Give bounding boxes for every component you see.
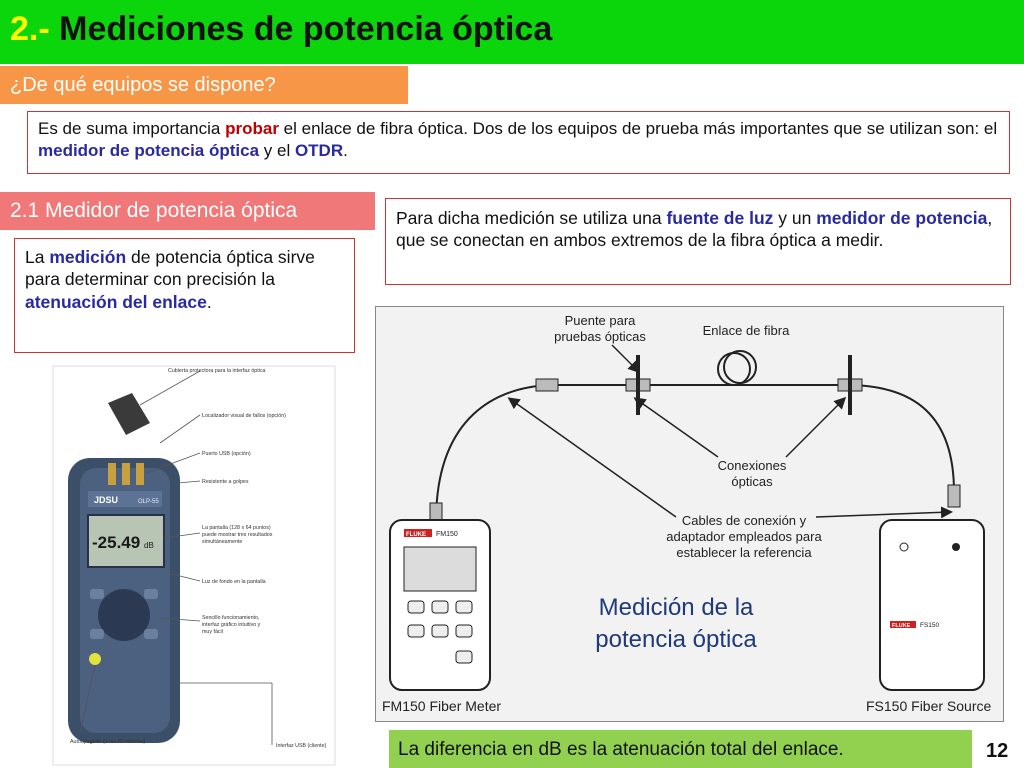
source-output-icon [952,543,960,551]
right-highlight-fuente: fuente de luz [666,208,774,228]
right-text: y un [773,208,817,228]
title-number: 2.- [10,10,50,48]
question-text: ¿De qué equipos se dispone? [10,74,276,96]
left-textbox [14,238,355,353]
fiber-coil [718,353,750,385]
label-cables: establecer la referencia [676,545,812,560]
screen-reading: -25.49 [92,533,141,552]
device-brand: JDSU [94,495,119,505]
callout-text: Luz de fondo en la pantalla [202,579,266,585]
left-highlight-atenuacion: atenuación del enlace [25,291,207,312]
intro-text: y el [259,140,295,160]
meter-brand: FLUKE [406,532,426,538]
label-fiber: Enlace de fibra [702,323,790,338]
meter-caption: FM150 Fiber Meter [382,698,502,714]
right-textbox [385,198,1011,285]
connector [536,379,558,391]
left-text: La [25,247,50,267]
intro-text: . [343,140,348,160]
intro-highlight-otdr: OTDR [294,140,344,160]
source-caption: FS150 Fiber Source [866,698,992,714]
right-highlight-medidor: medidor de potencia [816,208,988,228]
right-text: Para dicha medición se utiliza una [396,208,667,228]
intro-highlight-probar: probar [225,119,279,138]
pointer-arrows [510,345,950,517]
callout-text: Interfaz USB (cliente) [276,743,327,749]
source-model: FS150 [920,622,940,629]
conclusion-text: La diferencia en dB es la atenuación total del enlace. [398,739,844,760]
label-bridge: pruebas ópticas [554,329,646,344]
source-brand: FLUKE [892,623,911,629]
patch-cord-right [846,385,954,492]
device-model: OLP-55 [138,499,159,505]
connector [136,463,144,485]
connector [122,463,130,485]
callout-text: puede mostrar tres resultados [202,532,273,538]
label-connections: Conexiones [717,458,787,473]
callout-text: interfaz gráfico intuitivo y [202,622,261,628]
diagram-title: Medición de la [598,594,754,621]
label-bridge: Puente para [564,313,636,328]
callout-text: Resistente a golpes [202,479,249,485]
keypad-button [90,629,104,639]
left-highlight-medicion: medición [49,247,127,267]
measurement-diagram [376,307,1003,721]
label-connections: ópticas [731,474,773,489]
keypad-button [90,589,104,599]
connector [948,485,960,507]
meter-model: FM150 [436,531,458,538]
callout-text: La pantalla (128 x 64 puntos) [202,525,271,531]
power-button [89,653,101,665]
power-meter-photo [50,363,338,768]
right-text: , que se conectan en ambos extremos de la fibra óptica a medir. [396,208,993,251]
page-number: 12 [986,740,1009,762]
callout-text: simultáneamente [202,539,243,545]
label-cables: adaptador empleados para [666,529,822,544]
callout-text: Puerto USB (opción) [202,451,251,457]
left-text: de potencia óptica sirve para determinar con precisión la [25,247,315,290]
intro-text: el enlace de fibra óptica. Dos de los equipos de prueba más importantes que se utilizan son: el [278,119,998,138]
callout-text: Cubierta protectora para la interfaz óptica [168,368,266,374]
left-text: . [206,291,212,312]
connector [108,463,116,485]
callout-text: Sencillo funcionamiento, [202,615,260,621]
diagram-title: potencia óptica [595,626,757,653]
meter-screen [404,547,476,591]
callout-text: muy fácil [202,629,223,635]
nav-pad [98,589,150,641]
callout-text: Localizador visual de fallos (opción) [202,413,286,419]
label-cables: Cables de conexión y [681,513,807,528]
keypad-button [144,589,158,599]
title-text: Mediciones de potencia óptica [59,10,553,48]
patch-cord-left [436,385,556,522]
intro-textbox [27,111,1010,174]
fiber-coil [724,351,756,383]
keypad-button [144,629,158,639]
section-title: 2.1 Medidor de potencia óptica [10,199,298,222]
screen-unit: dB [144,541,154,550]
page-title [10,10,552,49]
fiber-source-device [880,520,984,690]
intro-text: Es de suma importancia [38,119,226,138]
callout-text: Autoapagado (a los 20 minutos) [70,739,146,745]
intro-highlight-meter: medidor de potencia óptica [38,140,260,160]
